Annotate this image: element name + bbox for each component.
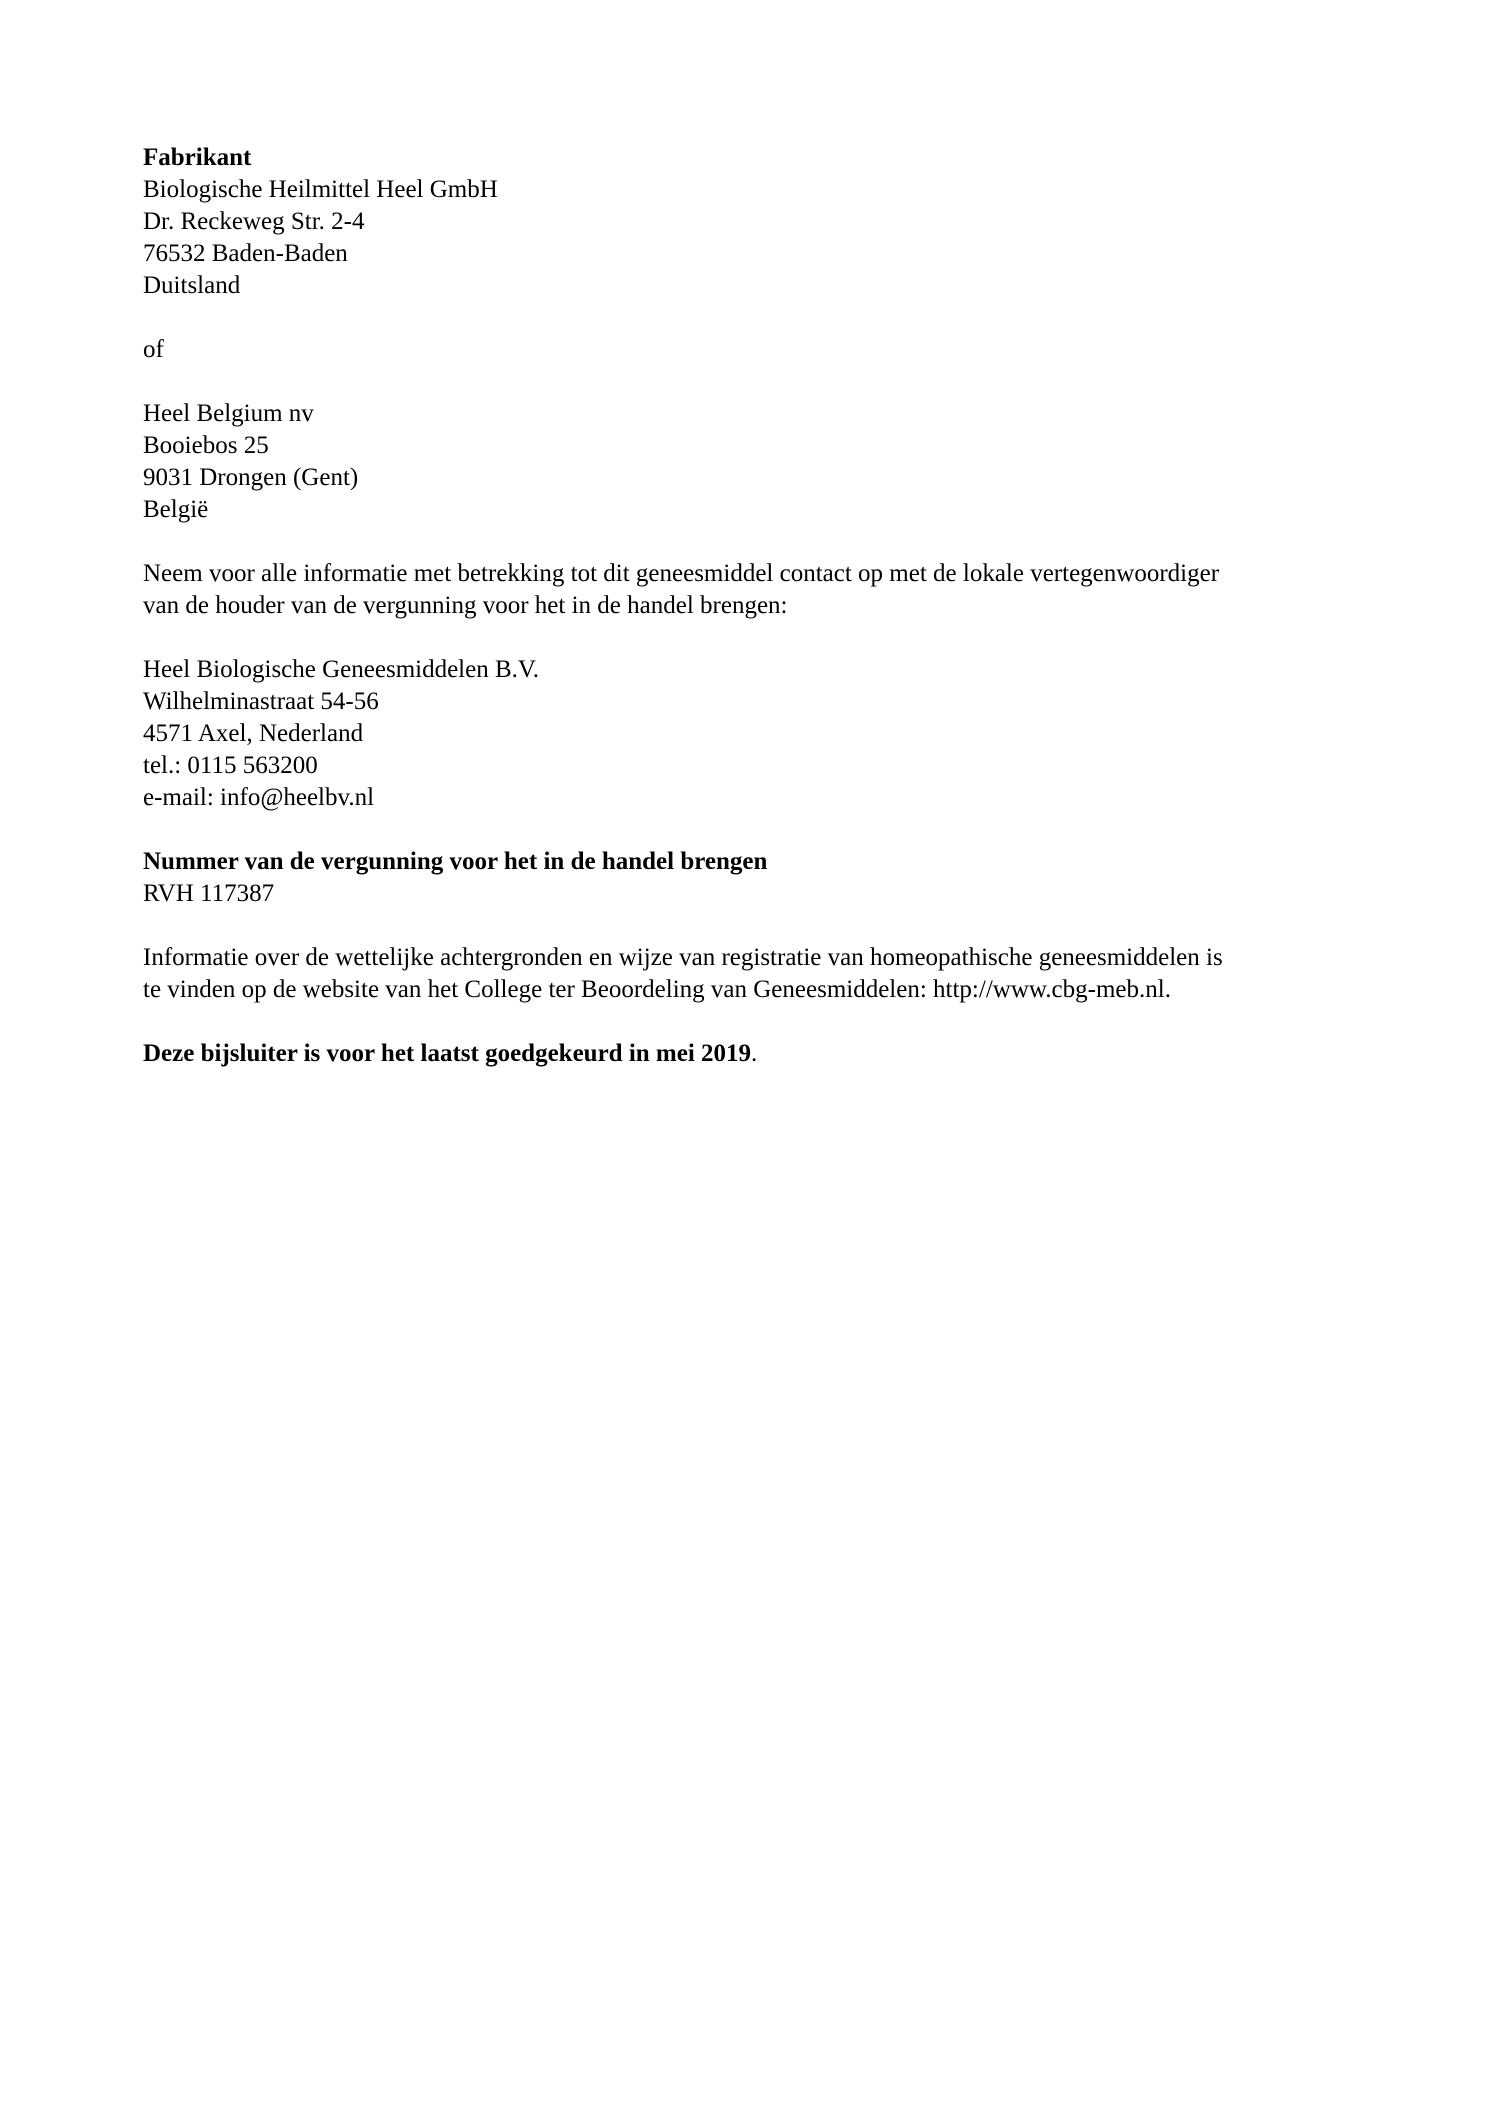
local-rep-name: Heel Biologische Geneesmiddelen B.V.: [143, 656, 539, 683]
alt-manufacturer-section: [143, 398, 1363, 526]
license-number: RVH 117387: [143, 880, 275, 907]
approval-statement: [143, 1038, 1363, 1070]
approval-section: [143, 1038, 1363, 1070]
manufacturer-name: Biologische Heilmittel Heel GmbH: [143, 176, 498, 203]
registration-info-line-1: Informatie over de wettelijke achtergronden en wijze van registratie van homeopathische geneesmiddelen is: [143, 944, 1223, 971]
alt-manufacturer-street: Booiebos 25: [143, 432, 269, 459]
or-text: of: [143, 336, 164, 363]
local-rep-city: 4571 Axel, Nederland: [143, 720, 364, 747]
manufacturer-country: Duitsland: [143, 272, 241, 299]
local-rep-street: Wilhelminastraat 54-56: [143, 688, 379, 715]
approval-bold-text: Deze bijsluiter is voor het laatst goedgekeurd in mei 2019: [143, 1040, 752, 1067]
local-rep-phone: tel.: 0115 563200: [143, 752, 318, 779]
local-rep-intro-line-1: Neem voor alle informatie met betrekking tot dit geneesmiddel contact op met de lokale vertegenwoordiger: [143, 560, 1220, 587]
alt-manufacturer-name: Heel Belgium nv: [143, 400, 314, 427]
registration-info: [143, 942, 1363, 1006]
leaflet-page: [143, 142, 1363, 1070]
or-separator: [143, 334, 1363, 366]
approval-trailing: .: [751, 1040, 758, 1067]
local-rep-email: e-mail: info@heelbv.nl: [143, 784, 375, 811]
local-rep-section: [143, 654, 1363, 814]
alt-manufacturer-country: België: [143, 496, 209, 523]
license-section: [143, 846, 1363, 910]
alt-manufacturer-city: 9031 Drongen (Gent): [143, 464, 359, 491]
local-rep-intro: [143, 558, 1363, 622]
manufacturer-section: [143, 142, 1363, 302]
license-heading: Nummer van de vergunning voor het in de handel brengen: [143, 848, 768, 875]
registration-info-line-2: te vinden op de website van het College ter Beoordeling van Geneesmiddelen: http://www.cbg-meb.nl.: [143, 976, 1171, 1003]
manufacturer-street: Dr. Reckeweg Str. 2-4: [143, 208, 365, 235]
manufacturer-heading: Fabrikant: [143, 144, 252, 171]
local-rep-intro-line-2: van de houder van de vergunning voor het in de handel brengen:: [143, 592, 788, 619]
manufacturer-city: 76532 Baden-Baden: [143, 240, 348, 267]
